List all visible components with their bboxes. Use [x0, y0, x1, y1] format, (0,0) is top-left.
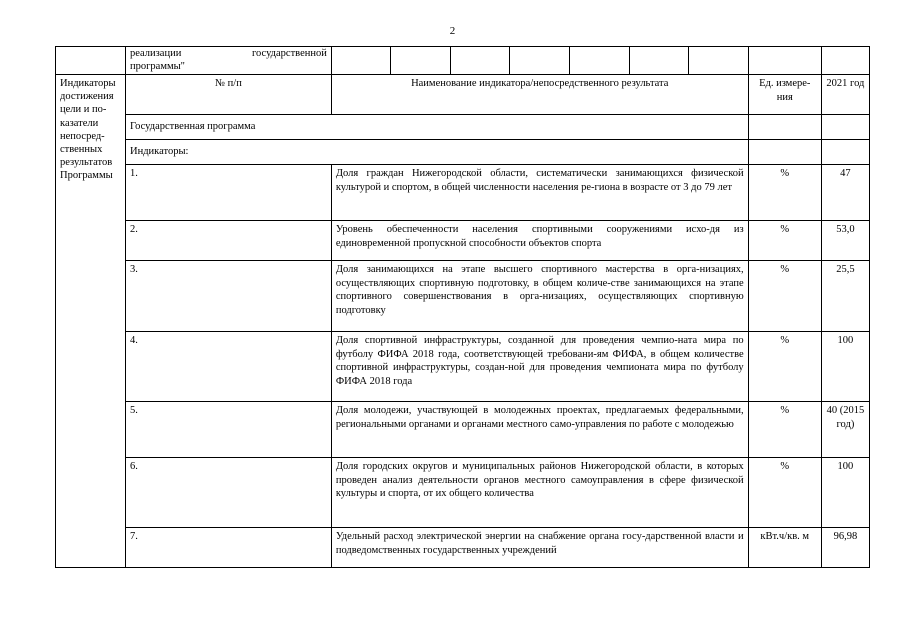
- row-name: Доля городских округов и муниципальных районов Нижегородской области, в которых проведен анализ деятельности органов местного самоуправления в сфере физической культуры и спорта, от их общего количества: [331, 458, 748, 528]
- row-name: Доля занимающихся на этапе высшего спортивного мастерства в орга-низациях, осуществляющих спортивную подготовку, в общем количе-стве занимающихся на этапе спортивного совершенствования в орга-низациях, осуществляющих спортивную подготовку: [331, 261, 748, 332]
- continuation-text-a: реализации: [130, 48, 182, 59]
- empty-cell: [629, 47, 689, 75]
- row-num: 2.: [126, 221, 332, 261]
- continuation-row: [56, 47, 870, 75]
- left-label-line: Индикаторы: [60, 78, 116, 90]
- empty-cell: [331, 47, 391, 75]
- left-label-line: Программы: [60, 170, 113, 182]
- program-name-continuation: [126, 47, 332, 75]
- row-num: 6.: [126, 458, 332, 528]
- continuation-text-c: программы": [130, 60, 185, 72]
- empty-cell: [56, 47, 126, 75]
- empty-cell: [821, 47, 869, 75]
- row-name: Удельный расход электрической энергии на снабжение органа госу-дарственной власти и подведомственных государственных учреждений: [331, 528, 748, 568]
- left-label-line: непосред-: [60, 130, 105, 142]
- empty-cell: [450, 47, 510, 75]
- row-value: 25,5: [821, 261, 869, 332]
- empty-cell: [570, 47, 630, 75]
- empty-cell: [748, 140, 821, 165]
- empty-cell: [748, 47, 821, 75]
- header-row: [56, 75, 870, 115]
- continuation-text-b: государственной: [252, 48, 327, 59]
- empty-cell: [748, 115, 821, 140]
- section-indicators: Индикаторы:: [126, 140, 749, 165]
- row-name: Доля спортивной инфраструктуры, созданной для проведения чемпио-ната мира по футболу ФИФА 2018 года, соответствующей требовани-ям ФИФА, в общем количестве спортивной инфраструктуры, создан-ной для проведения чемпионата мира по футболу ФИФА 2018 года: [331, 332, 748, 402]
- row-value: 100: [821, 458, 869, 528]
- section-row-indicators: [56, 140, 870, 165]
- table-row: [56, 332, 870, 402]
- page-number: 2: [449, 25, 456, 37]
- section-row-program: [56, 115, 870, 140]
- row-unit: %: [748, 261, 821, 332]
- row-num: 5.: [126, 402, 332, 458]
- row-num: 7.: [126, 528, 332, 568]
- left-label-line: цели и по-: [60, 104, 107, 116]
- row-value: 53,0: [821, 221, 869, 261]
- table-row: [56, 221, 870, 261]
- row-num: 3.: [126, 261, 332, 332]
- row-num: 1.: [126, 165, 332, 221]
- left-label-cell: [56, 75, 126, 568]
- row-value: 100: [821, 332, 869, 402]
- row-value: 96,98: [821, 528, 869, 568]
- row-unit: %: [748, 165, 821, 221]
- header-name: Наименование индикатора/непосредственного результата: [331, 75, 748, 115]
- table-row: [56, 261, 870, 332]
- row-num: 4.: [126, 332, 332, 402]
- header-unit: Ед. измере-ния: [748, 75, 821, 115]
- row-unit: %: [748, 332, 821, 402]
- empty-cell: [391, 47, 451, 75]
- left-label-line: казатели: [60, 117, 99, 129]
- empty-cell: [821, 115, 869, 140]
- row-name: Уровень обеспеченности населения спортивными сооружениями исхо-дя из единовременной пропускной способности объектов спорта: [331, 221, 748, 261]
- indicators-table: [55, 46, 870, 568]
- section-program: Государственная программа: [126, 115, 749, 140]
- empty-cell: [821, 140, 869, 165]
- row-unit: %: [748, 221, 821, 261]
- header-year: 2021 год: [821, 75, 869, 115]
- left-label-line: результатов: [60, 156, 113, 168]
- empty-cell: [510, 47, 570, 75]
- row-name: Доля граждан Нижегородской области, систематически занимающихся физической культурой и спортом, в общей численности населения ре-гиона в возрасте от 3 до 79 лет: [331, 165, 748, 221]
- row-unit: %: [748, 402, 821, 458]
- left-label-line: ственных: [60, 143, 103, 155]
- row-value: 40 (2015 год): [821, 402, 869, 458]
- left-label-line: достижения: [60, 91, 114, 103]
- header-num: № п/п: [126, 75, 332, 115]
- table-row: [56, 528, 870, 568]
- table-row: [56, 165, 870, 221]
- table-row: [56, 458, 870, 528]
- empty-cell: [689, 47, 749, 75]
- row-name: Доля молодежи, участвующей в молодежных проектах, предлагаемых федеральными, региональными органами и органами местного само-управления по работе с молодежью: [331, 402, 748, 458]
- row-unit: кВт.ч/кв. м: [748, 528, 821, 568]
- table-row: [56, 402, 870, 458]
- row-value: 47: [821, 165, 869, 221]
- row-unit: %: [748, 458, 821, 528]
